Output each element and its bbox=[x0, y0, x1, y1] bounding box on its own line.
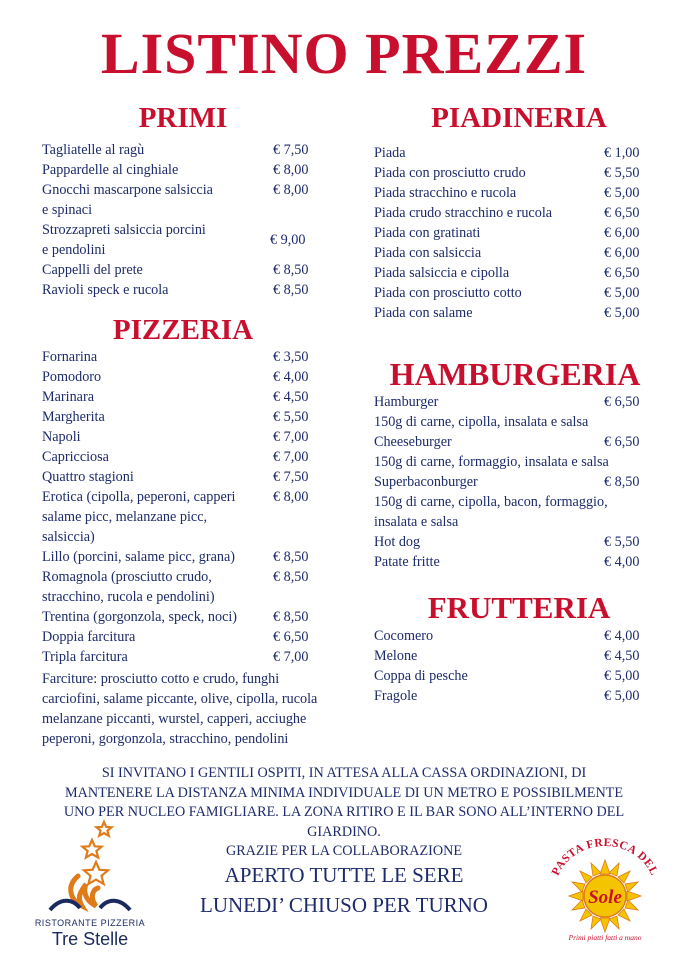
menu-item-name: Margherita bbox=[42, 409, 105, 425]
menu-item-price: € 1,00 bbox=[604, 145, 640, 161]
menu-item-price: € 7,50 bbox=[273, 142, 309, 158]
menu-item-price: € 8,50 bbox=[604, 474, 640, 490]
menu-item-name: Piada con prosciutto cotto bbox=[374, 285, 522, 301]
menu-item-price: € 6,50 bbox=[604, 205, 640, 221]
menu-item-name: Gnocchi mascarpone salsiccia bbox=[42, 182, 213, 198]
logo-tagline: Primi piatti fatti a mano bbox=[568, 933, 642, 942]
menu-item-price: € 5,00 bbox=[604, 185, 640, 201]
logo-arc-text: PASTA FRESCA DEL bbox=[549, 836, 661, 878]
menu-item-price: € 3,50 bbox=[273, 349, 309, 365]
menu-item-price: € 4,00 bbox=[604, 554, 640, 570]
notice-line-1: SI INVITANO I GENTILI OSPITI, IN ATTESA ALLA CASSA ORDINAZIONI, DI bbox=[101, 765, 587, 781]
menu-item-name: Piada salsiccia e cipolla bbox=[374, 265, 510, 281]
menu-item-name: Melone bbox=[374, 648, 418, 664]
menu-item-name: Hot dog bbox=[374, 534, 421, 550]
menu-item-price: € 5,00 bbox=[604, 668, 640, 684]
farciture-line: Farciture: prosciutto cotto e crudo, funghi bbox=[42, 671, 280, 687]
menu-item-name: Patate fritte bbox=[374, 554, 440, 570]
section-heading-primi: PRIMI bbox=[138, 102, 228, 134]
menu-item-name: Quattro stagioni bbox=[42, 469, 134, 485]
menu-item-description: salame picc, melanzane picc, bbox=[42, 509, 208, 525]
three-stars-flame-icon bbox=[20, 818, 160, 918]
menu-item-name: Piada con salsiccia bbox=[374, 245, 482, 261]
notice-line-4: GIARDINO. bbox=[307, 823, 381, 840]
menu-item-description: 150g di carne, cipolla, insalata e salsa bbox=[374, 414, 589, 430]
menu-item-name: Superbaconburger bbox=[374, 474, 478, 490]
menu-item-price: € 9,00 bbox=[270, 232, 306, 248]
menu-item-price: € 8,00 bbox=[273, 489, 309, 505]
tre-stelle-logo bbox=[20, 818, 160, 956]
section-heading-frutteria: FRUTTERIA bbox=[427, 590, 611, 625]
menu-item-price: € 5,50 bbox=[273, 409, 309, 425]
menu-item-price: € 7,00 bbox=[273, 649, 309, 665]
menu-item-price: € 6,50 bbox=[604, 434, 640, 450]
menu-item-name: Piada con salame bbox=[374, 305, 473, 321]
menu-item-name: Cheeseburger bbox=[374, 434, 452, 450]
menu-item-price: € 6,50 bbox=[604, 265, 640, 281]
menu-item-price: € 7,00 bbox=[273, 429, 309, 445]
logo-sole-text: Sole bbox=[588, 887, 622, 908]
menu-item-price: € 5,50 bbox=[604, 165, 640, 181]
menu-item-description: insalata e salsa bbox=[374, 514, 459, 530]
menu-item-price: € 8,50 bbox=[273, 262, 309, 278]
menu-item-name: Strozzapreti salsiccia porcini bbox=[42, 222, 206, 238]
menu-item-name: Pomodoro bbox=[42, 369, 102, 385]
menu-item-price: € 4,00 bbox=[604, 628, 640, 644]
notice-thanks: GRAZIE PER LA COLLABORAZIONE bbox=[225, 843, 463, 859]
farciture-line: carciofini, salame piccante, olive, cipolla, rucola bbox=[42, 691, 318, 707]
menu-item-price: € 5,00 bbox=[604, 285, 640, 301]
menu-item-price: € 4,00 bbox=[273, 369, 309, 385]
menu-item-name: Hamburger bbox=[374, 394, 439, 410]
menu-item-description: stracchino, rucola e pendolini) bbox=[42, 589, 215, 605]
menu-item-name: Marinara bbox=[42, 389, 94, 405]
farciture-line: peperoni, gorgonzola, stracchino, pendolini bbox=[42, 731, 289, 747]
menu-item-price: € 7,50 bbox=[273, 469, 309, 485]
menu-item-price: € 8,50 bbox=[273, 609, 309, 625]
pasta-fresca-logo bbox=[545, 836, 665, 946]
notice-line-2: MANTENERE LA DISTANZA MINIMA INDIVIDUALE DI UN METRO E POSSIBILMENTE bbox=[64, 784, 624, 801]
closed-day: LUNEDI’ CHIUSO PER TURNO bbox=[200, 893, 488, 917]
menu-item-name: Piada bbox=[374, 145, 406, 161]
section-heading-hamburgeria: HAMBURGERIA bbox=[389, 356, 641, 392]
menu-item-name: Erotica (cipolla, peperoni, capperi bbox=[42, 489, 236, 505]
logo-subtitle: RISTORANTE PIZZERIA bbox=[34, 918, 146, 928]
menu-item-price: € 8,50 bbox=[273, 282, 309, 298]
menu-item-description: e pendolini bbox=[42, 242, 106, 258]
page-title: LISTINO PREZZI bbox=[100, 21, 588, 86]
menu-item-price: € 5,00 bbox=[604, 688, 640, 704]
menu-item-description: 150g di carne, formaggio, insalata e salsa bbox=[374, 454, 609, 470]
menu-item-price: € 8,50 bbox=[273, 549, 309, 565]
menu-item-price: € 6,50 bbox=[273, 629, 309, 645]
menu-item-name: Pappardelle al cinghiale bbox=[42, 162, 179, 178]
menu-item-name: Fornarina bbox=[42, 349, 98, 365]
menu-item-name: Trentina (gorgonzola, speck, noci) bbox=[42, 609, 238, 625]
menu-item-name: Doppia farcitura bbox=[42, 629, 136, 645]
menu-item-name: Napoli bbox=[42, 429, 81, 445]
menu-item-name: Piada stracchino e rucola bbox=[374, 185, 517, 201]
menu-item-name: Tripla farcitura bbox=[42, 649, 128, 665]
notice-line-3: UNO PER NUCLEO FAMIGLIARE. LA ZONA RITIRO E IL BAR SONO ALL’INTERNO DEL bbox=[63, 804, 625, 820]
menu-item-name: Piada con prosciutto crudo bbox=[374, 165, 526, 181]
open-hours: APERTO TUTTE LE SERE bbox=[224, 863, 464, 887]
menu-item-price: € 6,00 bbox=[604, 225, 640, 241]
menu-item-description: e spinaci bbox=[42, 202, 93, 218]
menu-item-price: € 7,00 bbox=[273, 449, 309, 465]
menu-item-name: Ravioli speck e rucola bbox=[42, 282, 169, 298]
section-heading-pizzeria: PIZZERIA bbox=[112, 314, 254, 346]
menu-item-price: € 6,00 bbox=[604, 245, 640, 261]
menu-item-name: Capricciosa bbox=[42, 449, 109, 465]
menu-item-price: € 5,50 bbox=[604, 534, 640, 550]
sun-logo-icon bbox=[545, 836, 665, 946]
menu-item-name: Romagnola (prosciutto crudo, bbox=[42, 569, 212, 585]
menu-item-price: € 4,50 bbox=[604, 648, 640, 664]
menu-item-name: Lillo (porcini, salame picc, grana) bbox=[42, 549, 236, 565]
menu-item-price: € 4,50 bbox=[273, 389, 309, 405]
menu-item-name: Piada con gratinati bbox=[374, 225, 481, 241]
menu-item-name: Cocomero bbox=[374, 628, 434, 644]
menu-item-price: € 8,00 bbox=[273, 182, 309, 198]
logo-name: Tre Stelle bbox=[51, 929, 129, 949]
menu-item-description: 150g di carne, cipolla, bacon, formaggio, bbox=[374, 494, 608, 510]
menu-item-name: Cappelli del prete bbox=[42, 262, 143, 278]
menu-item-price: € 8,00 bbox=[273, 162, 309, 178]
menu-item-price: € 5,00 bbox=[604, 305, 640, 321]
section-heading-piadineria: PIADINERIA bbox=[431, 102, 607, 134]
menu-item-name: Tagliatelle al ragù bbox=[42, 142, 145, 158]
farciture-line: melanzane piccanti, wurstel, capperi, acciughe bbox=[42, 711, 307, 727]
menu-item-name: Coppa di pesche bbox=[374, 668, 468, 684]
menu-item-description: salsiccia) bbox=[42, 529, 95, 545]
menu-item-name: Piada crudo stracchino e rucola bbox=[374, 205, 553, 221]
menu-item-price: € 8,50 bbox=[273, 569, 309, 585]
menu-item-name: Fragole bbox=[374, 688, 418, 704]
menu-item-price: € 6,50 bbox=[604, 394, 640, 410]
